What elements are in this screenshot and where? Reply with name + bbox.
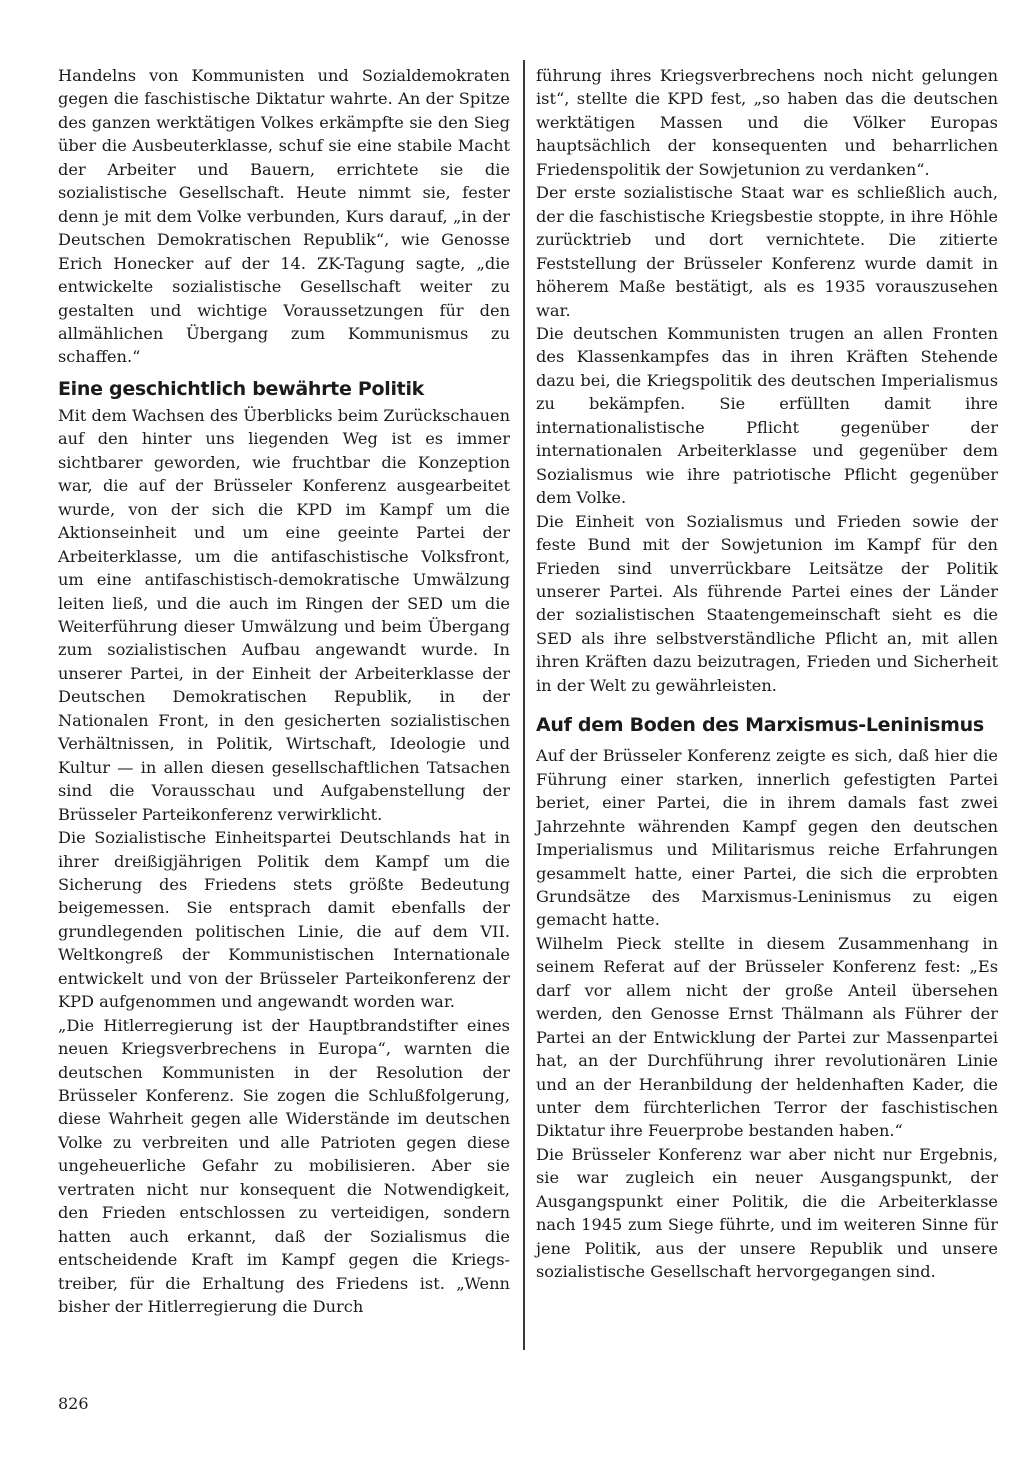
page-number: 826 bbox=[58, 1394, 89, 1413]
paragraph: Der erste sozialistische Staat war es schließlich auch, der die faschistische Kriegsbestie stoppte, in ihre Höhle zurücktrieb und dort vernichtete. Die zitierte Feststellung der Brüsseler Konferenz wurde damit in höherem Maße bestätigt, als es 1935 vorauszusehen war. bbox=[536, 183, 998, 320]
paragraph: Auf der Brüsseler Konferenz zeigte es sich, daß hier die Führung einer starken, innerlich gefestigten Partei beriet, einer Partei, die in ihrem damals fast zwei Jahrzehnte währenden Kampf gegen den deutschen Imperialismus und Militarismus reiche Erfahrungen gesammelt hatte, einer Partei, die sich die erprobten Grundsätze des Marxismus-Leninismus zu eigen gemacht hatte. bbox=[536, 746, 998, 930]
section-heading: Eine geschichtlich bewährte Politik bbox=[58, 377, 424, 400]
section-heading: Auf dem Boden des Marxismus-Leninismus bbox=[536, 714, 984, 737]
paragraph: Wilhelm Pieck stellte in diesem Zusammenhang in seinem Referat auf der Brüsseler Konferenz fest: „Es darf vor allem nicht der große Anteil übersehen werden, den Genosse Ernst Thälmann als Führer der Partei an der Entwicklung der Partei zur Massenpartei hat, an der Durchführung ihrer revolutionären Linie und an der Heranbildung der heldenhaften Kader, die unter dem fürchterlichen Terror der faschistischen Diktatur ihre Feuerprobe bestanden haben.“ bbox=[536, 933, 998, 1141]
right-column bbox=[536, 64, 998, 1284]
paragraph: Die Brüsseler Konferenz war aber nicht nur Ergebnis, sie war zugleich ein neuer Ausgangspunkt, der Ausgangspunkt einer Politik, die die Arbeiterklasse nach 1945 zum Siege führte, und im weiteren Sinne für jene Politik, aus der unsere Republik und unsere sozialistische Gesellschaft hervorgegangen sind. bbox=[536, 1144, 998, 1282]
paragraph: Die Sozialistische Einheitspartei Deutschlands hat in ihrer dreißigjährigen Politik dem Kampf um die Sicherung des Friedens stets größte Bedeutung beigemessen. Sie entsprach damit ebenfalls der grundlegenden politischen Linie, die auf dem VII. Weltkongreß der Kommunistischen Internationale entwickelt und von der Brüsseler Parteikonferenz der KPD aufgenommen und angewandt worden war. bbox=[58, 828, 510, 1012]
paragraph: Mit dem Wachsen des Überblicks beim Zurückschauen auf den hinter uns liegenden Weg ist es immer sichtbarer geworden, wie fruchtbar die Konzeption war, die auf der Brüsseler Konferenz ausgearbeitet wurde, von der sich die KPD im Kampf um die Aktionseinheit und um eine geeinte Partei der Arbeiterklasse, um die antifaschistische Volksfront, um eine antifaschistisch-demokratische Umwälzung leiten ließ, und die auch im Ringen der SED um die Weiterführung dieser Umwälzung und beim Übergang zum sozialistischen Aufbau angewandt wurde. In unserer Partei, in der Einheit der Arbeiterklasse der Deutschen Demokratischen Republik, in der Nationalen Front, in den gesicherten sozialistischen Verhältnissen, in Politik, Wirtschaft, Ideologie und Kultur — in allen diesen gesellschaftlichen Tatsachen sind die Vorausschau und Aufgabenstellung der Brüsseler Parteikonferenz verwirklicht. bbox=[58, 405, 510, 824]
paragraph: Handelns von Kommunisten und Sozialdemokraten gegen die faschistische Diktatur wahrte. An der Spitze des ganzen werktätigen Volkes erkämpfte sie den Sieg über die Ausbeuterklasse, schuf sie eine stabile Macht der Arbeiter und Bauern, errichtete sie die sozialistische Gesellschaft. Heute nimmt sie, fester denn je mit dem Volke verbunden, Kurs darauf, „in der Deutschen Demokratischen Republik“, wie Genosse Erich Honecker auf der 14. ZK-Tagung sagte, „die entwickelte sozialistische Gesellschaft weiter zu gestalten und wichtige Voraussetzungen für den allmählichen Übergang zum Kommunismus zu schaffen.“ bbox=[58, 66, 510, 367]
paragraph: führung ihres Kriegsverbrechens noch nicht gelungen ist“, stellte die KPD fest, „so haben das die deutschen werktätigen Massen und die Völker Europas hauptsächlich der konsequenten und beharrlichen Friedenspolitik der Sowjetunion zu verdanken“. bbox=[536, 66, 998, 179]
paragraph: Die Einheit von Sozialismus und Frieden sowie der feste Bund mit der Sowjetunion im Kampf für den Frieden sind unverrückbare Leitsätze der Politik unserer Partei. Als führende Partei eines der Länder der sozialistischen Staatengemeinschaft sieht es die SED als ihre selbstverständliche Pflicht an, mit allen ihren Kräften dazu beizutragen, Frieden und Sicherheit in der Welt zu gewährleisten. bbox=[536, 511, 998, 695]
paragraph: Die deutschen Kommunisten trugen an allen Fronten des Klassenkampfes das in ihren Kräften Stehende dazu bei, die Kriegspolitik des deutschen Imperialismus zu bekämpfen. Sie erfüllten damit ihre internationalistische Pflicht gegenüber der internationalen Arbeiterklasse und gegenüber dem Sozialismus wie ihre patriotische Pflicht gegenüber dem Volke. bbox=[536, 323, 998, 508]
column-divider bbox=[523, 60, 525, 1350]
left-column bbox=[58, 64, 510, 1319]
paragraph: „Die Hitlerregierung ist der Hauptbrandstifter eines neuen Kriegsverbrechens in Europa“, warnten die deutschen Kommunisten in der Resolution der Brüsseler Konferenz. Sie zogen die Schlußfolgerung, diese Wahrheit gegen alle Widerstände im deutschen Volke zu verbreiten und alle Patrioten gegen diese ungeheuerliche Gefahr zu mobilisieren. Aber sie vertraten nicht nur konsequent die Notwendigkeit, den Frieden entschlossen zu verteidigen, sondern hatten auch erkannt, daß der Sozialismus die entscheidende Kraft im Kampf gegen die Kriegstreiber, für die Erhaltung des Friedens ist. „Wenn bisher der Hitlerregierung die Durch bbox=[58, 1015, 510, 1317]
